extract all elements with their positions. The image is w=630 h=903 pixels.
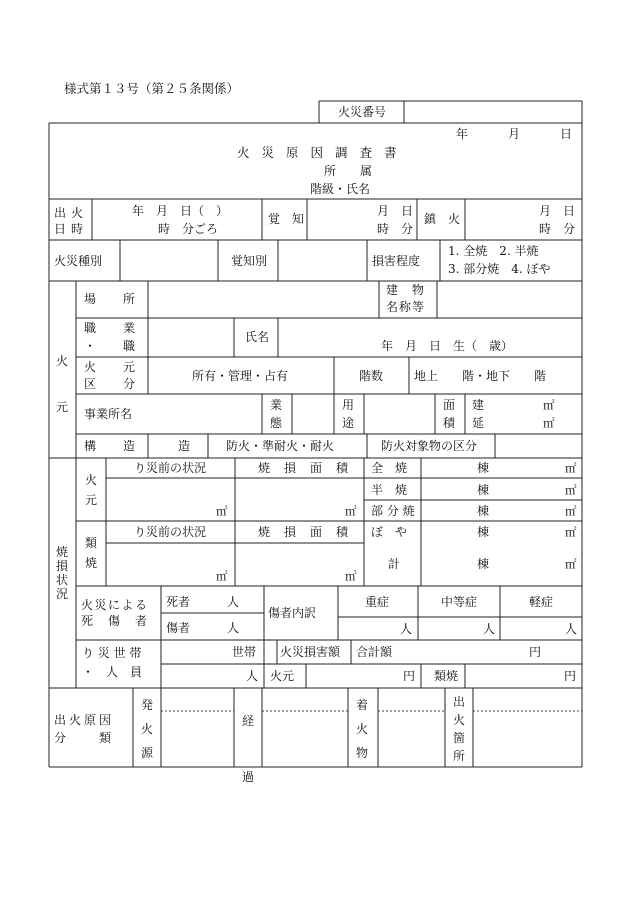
occupation-label-bottom: ・ 職 bbox=[84, 339, 137, 353]
unit-m2: ㎡ bbox=[565, 483, 577, 497]
unit-m2: ㎡ bbox=[565, 525, 577, 539]
severe-label: 重症 bbox=[365, 595, 390, 609]
casualty-label-bottom: 死 傷 者 bbox=[81, 614, 149, 628]
origin-class-label-top: 火 元 bbox=[84, 360, 137, 374]
small-burn-label: ぼ や bbox=[371, 525, 408, 539]
burn-spread-label: 類焼 bbox=[84, 536, 97, 570]
unit-m2: ㎡ bbox=[543, 398, 555, 412]
unit-yen: 円 bbox=[403, 669, 416, 683]
injury-breakdown-label: 傷者内訳 bbox=[268, 606, 317, 620]
moderate-label: 中等症 bbox=[441, 595, 478, 609]
origin-loss-label: 火元 bbox=[270, 669, 295, 683]
ownership-options: 所有・管理・占有 bbox=[192, 369, 289, 383]
pre-state-label: り災前の状況 bbox=[134, 461, 207, 475]
unit-m2: ㎡ bbox=[565, 504, 577, 518]
business-type-label-bottom: 態 bbox=[270, 416, 283, 430]
suppress-label: 鎮 火 bbox=[424, 212, 461, 226]
rank-name-label: 階級・氏名 bbox=[310, 182, 371, 196]
unit-m2: ㎡ bbox=[565, 557, 577, 571]
ignition-source-label: 発火源 bbox=[140, 698, 153, 760]
half-burn-label: 半 焼 bbox=[371, 483, 408, 497]
report-title: 火災原因調査書 bbox=[237, 145, 409, 160]
spread-loss-label: 類焼 bbox=[434, 669, 459, 683]
unit-person: 人 bbox=[400, 622, 413, 636]
detect-type-label: 覚知別 bbox=[231, 254, 268, 268]
unit-m2: ㎡ bbox=[565, 461, 577, 475]
burn-origin-label: 火元 bbox=[84, 473, 97, 507]
fire-number-field[interactable] bbox=[404, 105, 582, 123]
outbreak-label-bottom: 日時 bbox=[54, 222, 89, 236]
fire-type-label: 火災種別 bbox=[54, 254, 103, 268]
total-amount-label: 合計額 bbox=[356, 645, 393, 659]
outbreak-label-top: 出火 bbox=[54, 206, 89, 220]
form-number: 様式第１３号（第２５条関係） bbox=[64, 81, 240, 96]
burn-section-label: 焼損状況 bbox=[55, 545, 68, 601]
department-label: 所 属 bbox=[324, 164, 373, 178]
unit-yen: 円 bbox=[564, 669, 577, 683]
report-date: 年 月 日 bbox=[456, 127, 574, 141]
fire-target-class-label: 防火対象物の区分 bbox=[381, 439, 478, 453]
fireproof-options: 防火・準耐火・耐火 bbox=[226, 439, 335, 453]
origin-class-label-bottom: 区 分 bbox=[84, 377, 137, 391]
structure-label: 構 造 bbox=[84, 439, 137, 453]
structure-suffix: 造 bbox=[178, 439, 191, 453]
unit-yen: 円 bbox=[529, 645, 542, 659]
damage-level-label: 損害程度 bbox=[372, 254, 421, 268]
building-area-label: 建 bbox=[472, 398, 485, 412]
fire-loss-label: 火災損害額 bbox=[280, 645, 341, 659]
unit-person: 人 bbox=[246, 669, 259, 683]
unit-m2: ㎡ bbox=[543, 416, 555, 430]
birth-date: 年 月 日 生（ 歳） bbox=[381, 339, 514, 353]
building-label-bottom: 名称等 bbox=[386, 300, 426, 314]
unit-m2: ㎡ bbox=[345, 569, 357, 583]
floors-label: 階数 bbox=[359, 369, 384, 383]
unit-building: 棟 bbox=[477, 557, 490, 571]
ignited-material-label: 着火物 bbox=[355, 698, 368, 760]
detect-date: 月 日 bbox=[377, 204, 414, 218]
total-label: 計 bbox=[388, 557, 401, 571]
cause-label-top: 出火原因 bbox=[54, 713, 115, 727]
unit-building: 棟 bbox=[477, 504, 490, 518]
process-label: 経過 bbox=[241, 714, 254, 784]
fire-number-label: 火災番号 bbox=[338, 105, 387, 119]
fire-location-label: 出火箇所 bbox=[452, 695, 465, 763]
burn-area-label: 焼 損 面 積 bbox=[258, 525, 350, 539]
unit-person: 人 bbox=[227, 621, 240, 635]
household-label-top: り 災 世 帯 bbox=[82, 646, 142, 660]
area-label-bottom: 積 bbox=[443, 416, 456, 430]
burn-area-label: 焼 損 面 積 bbox=[258, 461, 350, 475]
unit-building: 棟 bbox=[477, 525, 490, 539]
use-label-top: 用 bbox=[342, 398, 355, 412]
unit-person: 人 bbox=[227, 595, 240, 609]
unit-building: 棟 bbox=[477, 483, 490, 497]
pre-state-label: り災前の状況 bbox=[134, 525, 207, 539]
detect-label: 覚 知 bbox=[268, 212, 305, 226]
area-label-top: 面 bbox=[443, 398, 456, 412]
name-label: 氏名 bbox=[245, 330, 270, 344]
cause-label-bottom: 分 類 bbox=[54, 731, 115, 745]
unit-building: 棟 bbox=[477, 461, 490, 475]
origin-section-label: 火元 bbox=[55, 354, 68, 414]
minor-label: 軽症 bbox=[529, 595, 554, 609]
office-name-label: 事業所名 bbox=[84, 407, 133, 421]
damage-options-1: 1. 全焼 2. 半焼 bbox=[448, 244, 539, 258]
floors-value: 地上 階・地下 階 bbox=[414, 369, 547, 383]
full-burn-label: 全 焼 bbox=[371, 461, 408, 475]
unit-m2: ㎡ bbox=[345, 504, 357, 518]
unit-household: 世帯 bbox=[232, 645, 257, 659]
injured-label: 傷者 bbox=[166, 621, 191, 635]
building-label-top: 建 物 bbox=[386, 283, 426, 297]
dead-label: 死者 bbox=[166, 595, 191, 609]
suppress-time: 時 分 bbox=[539, 222, 576, 236]
outbreak-time: 時 分ごろ bbox=[158, 222, 219, 236]
outbreak-date: 年 月 日（ ） bbox=[132, 204, 229, 218]
occupation-label-top: 職 業 bbox=[84, 321, 137, 335]
business-type-label-top: 業 bbox=[270, 398, 283, 412]
use-label-bottom: 途 bbox=[342, 416, 355, 430]
place-label: 場 所 bbox=[84, 292, 137, 306]
casualty-label-top: 火災による bbox=[81, 598, 149, 612]
unit-m2: ㎡ bbox=[216, 569, 228, 583]
damage-options-2: 3. 部分焼 4. ぼや bbox=[448, 262, 551, 276]
unit-person: 人 bbox=[565, 622, 578, 636]
detect-time: 時 分 bbox=[377, 222, 414, 236]
partial-burn-label: 部 分 焼 bbox=[371, 504, 415, 518]
household-label-bottom: ・ 人 員 bbox=[82, 665, 143, 679]
suppress-date: 月 日 bbox=[539, 204, 576, 218]
unit-person: 人 bbox=[483, 622, 496, 636]
unit-m2: ㎡ bbox=[216, 504, 228, 518]
total-area-label: 延 bbox=[472, 416, 485, 430]
